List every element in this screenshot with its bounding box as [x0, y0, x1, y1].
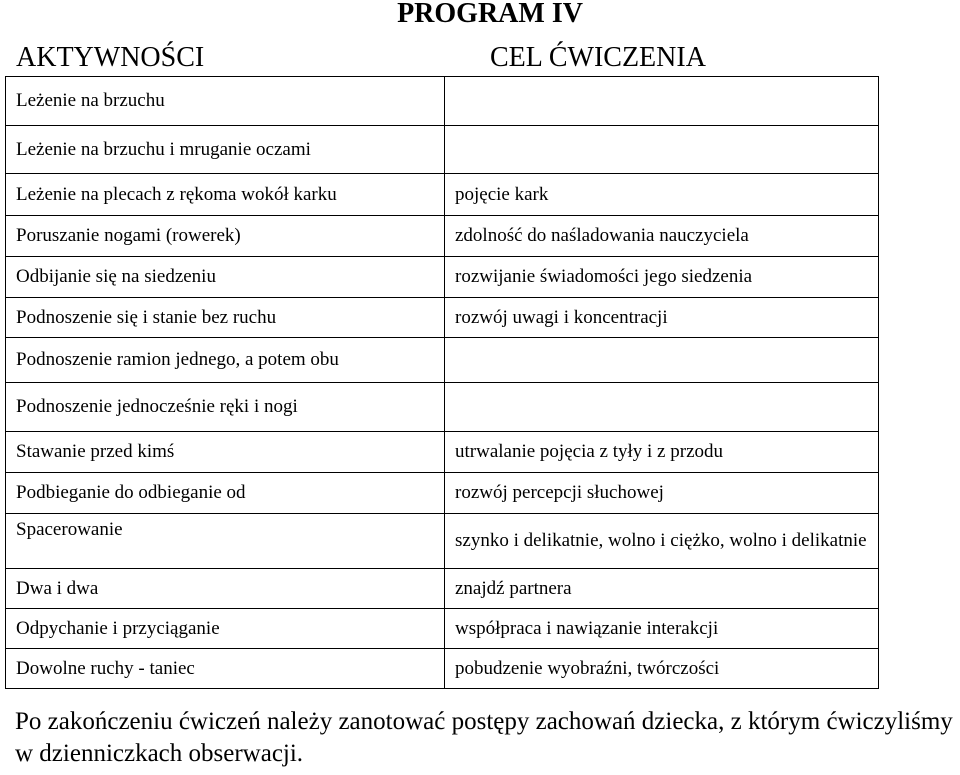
- table-row: [6, 338, 879, 383]
- goal-cell: [445, 338, 879, 383]
- footer-note: Po zakończeniu ćwiczeń należy zanotować postępy zachowań dziecka, z którym ćwiczyliśmy w dzienniczkach obserwacji.: [15, 708, 953, 767]
- table-row: [6, 432, 879, 473]
- activity-cell: Podnoszenie jednocześnie ręki i nogi: [6, 383, 445, 432]
- activity-cell: Podnoszenie się i stanie bez ruchu: [6, 298, 445, 338]
- activity-cell: Dwa i dwa: [6, 569, 445, 609]
- table-row: [6, 257, 879, 298]
- goal-cell: rozwijanie świadomości jego siedzenia: [445, 257, 879, 298]
- activity-cell: Poruszanie nogami (rowerek): [6, 216, 445, 257]
- activities-header: AKTYWNOŚCI: [16, 42, 205, 73]
- goal-cell: współpraca i nawiązanie interakcji: [445, 609, 879, 649]
- table-row: [6, 77, 879, 126]
- goal-cell: rozwój uwagi i koncentracji: [445, 298, 879, 338]
- table-row: [6, 514, 879, 569]
- table-row: [6, 298, 879, 338]
- program-table: [5, 76, 879, 689]
- activity-cell: Podbieganie do odbieganie od: [6, 473, 445, 514]
- table-row: [6, 649, 879, 689]
- table-row: [6, 126, 879, 174]
- activity-cell: Stawanie przed kimś: [6, 432, 445, 473]
- activity-cell: Spacerowanie: [6, 514, 445, 569]
- goal-cell: zdolność do naśladowania nauczyciela: [445, 216, 879, 257]
- goal-cell: [445, 126, 879, 174]
- activity-cell: Dowolne ruchy - taniec: [6, 649, 445, 689]
- goal-cell: szynko i delikatnie, wolno i ciężko, wolno i delikatnie: [445, 514, 879, 569]
- goal-cell: utrwalanie pojęcia z tyły i z przodu: [445, 432, 879, 473]
- table-row: [6, 569, 879, 609]
- activity-cell: Leżenie na brzuchu: [6, 77, 445, 126]
- goal-cell: pojęcie kark: [445, 174, 879, 216]
- goal-cell: pobudzenie wyobraźni, twórczości: [445, 649, 879, 689]
- activity-cell: Leżenie na brzuchu i mruganie oczami: [6, 126, 445, 174]
- goal-cell: [445, 383, 879, 432]
- goal-cell: znajdź partnera: [445, 569, 879, 609]
- table-row: [6, 609, 879, 649]
- activity-cell: Podnoszenie ramion jednego, a potem obu: [6, 338, 445, 383]
- activity-cell: Odbijanie się na siedzeniu: [6, 257, 445, 298]
- activity-cell: Leżenie na plecach z rękoma wokół karku: [6, 174, 445, 216]
- table-row: [6, 473, 879, 514]
- table-row: [6, 383, 879, 432]
- goal-header: CEL ĆWICZENIA: [490, 42, 706, 73]
- activity-cell: Odpychanie i przyciąganie: [6, 609, 445, 649]
- table-row: [6, 216, 879, 257]
- goal-cell: rozwój percepcji słuchowej: [445, 473, 879, 514]
- program-title: PROGRAM IV: [397, 0, 583, 29]
- goal-cell: [445, 77, 879, 126]
- table-row: [6, 174, 879, 216]
